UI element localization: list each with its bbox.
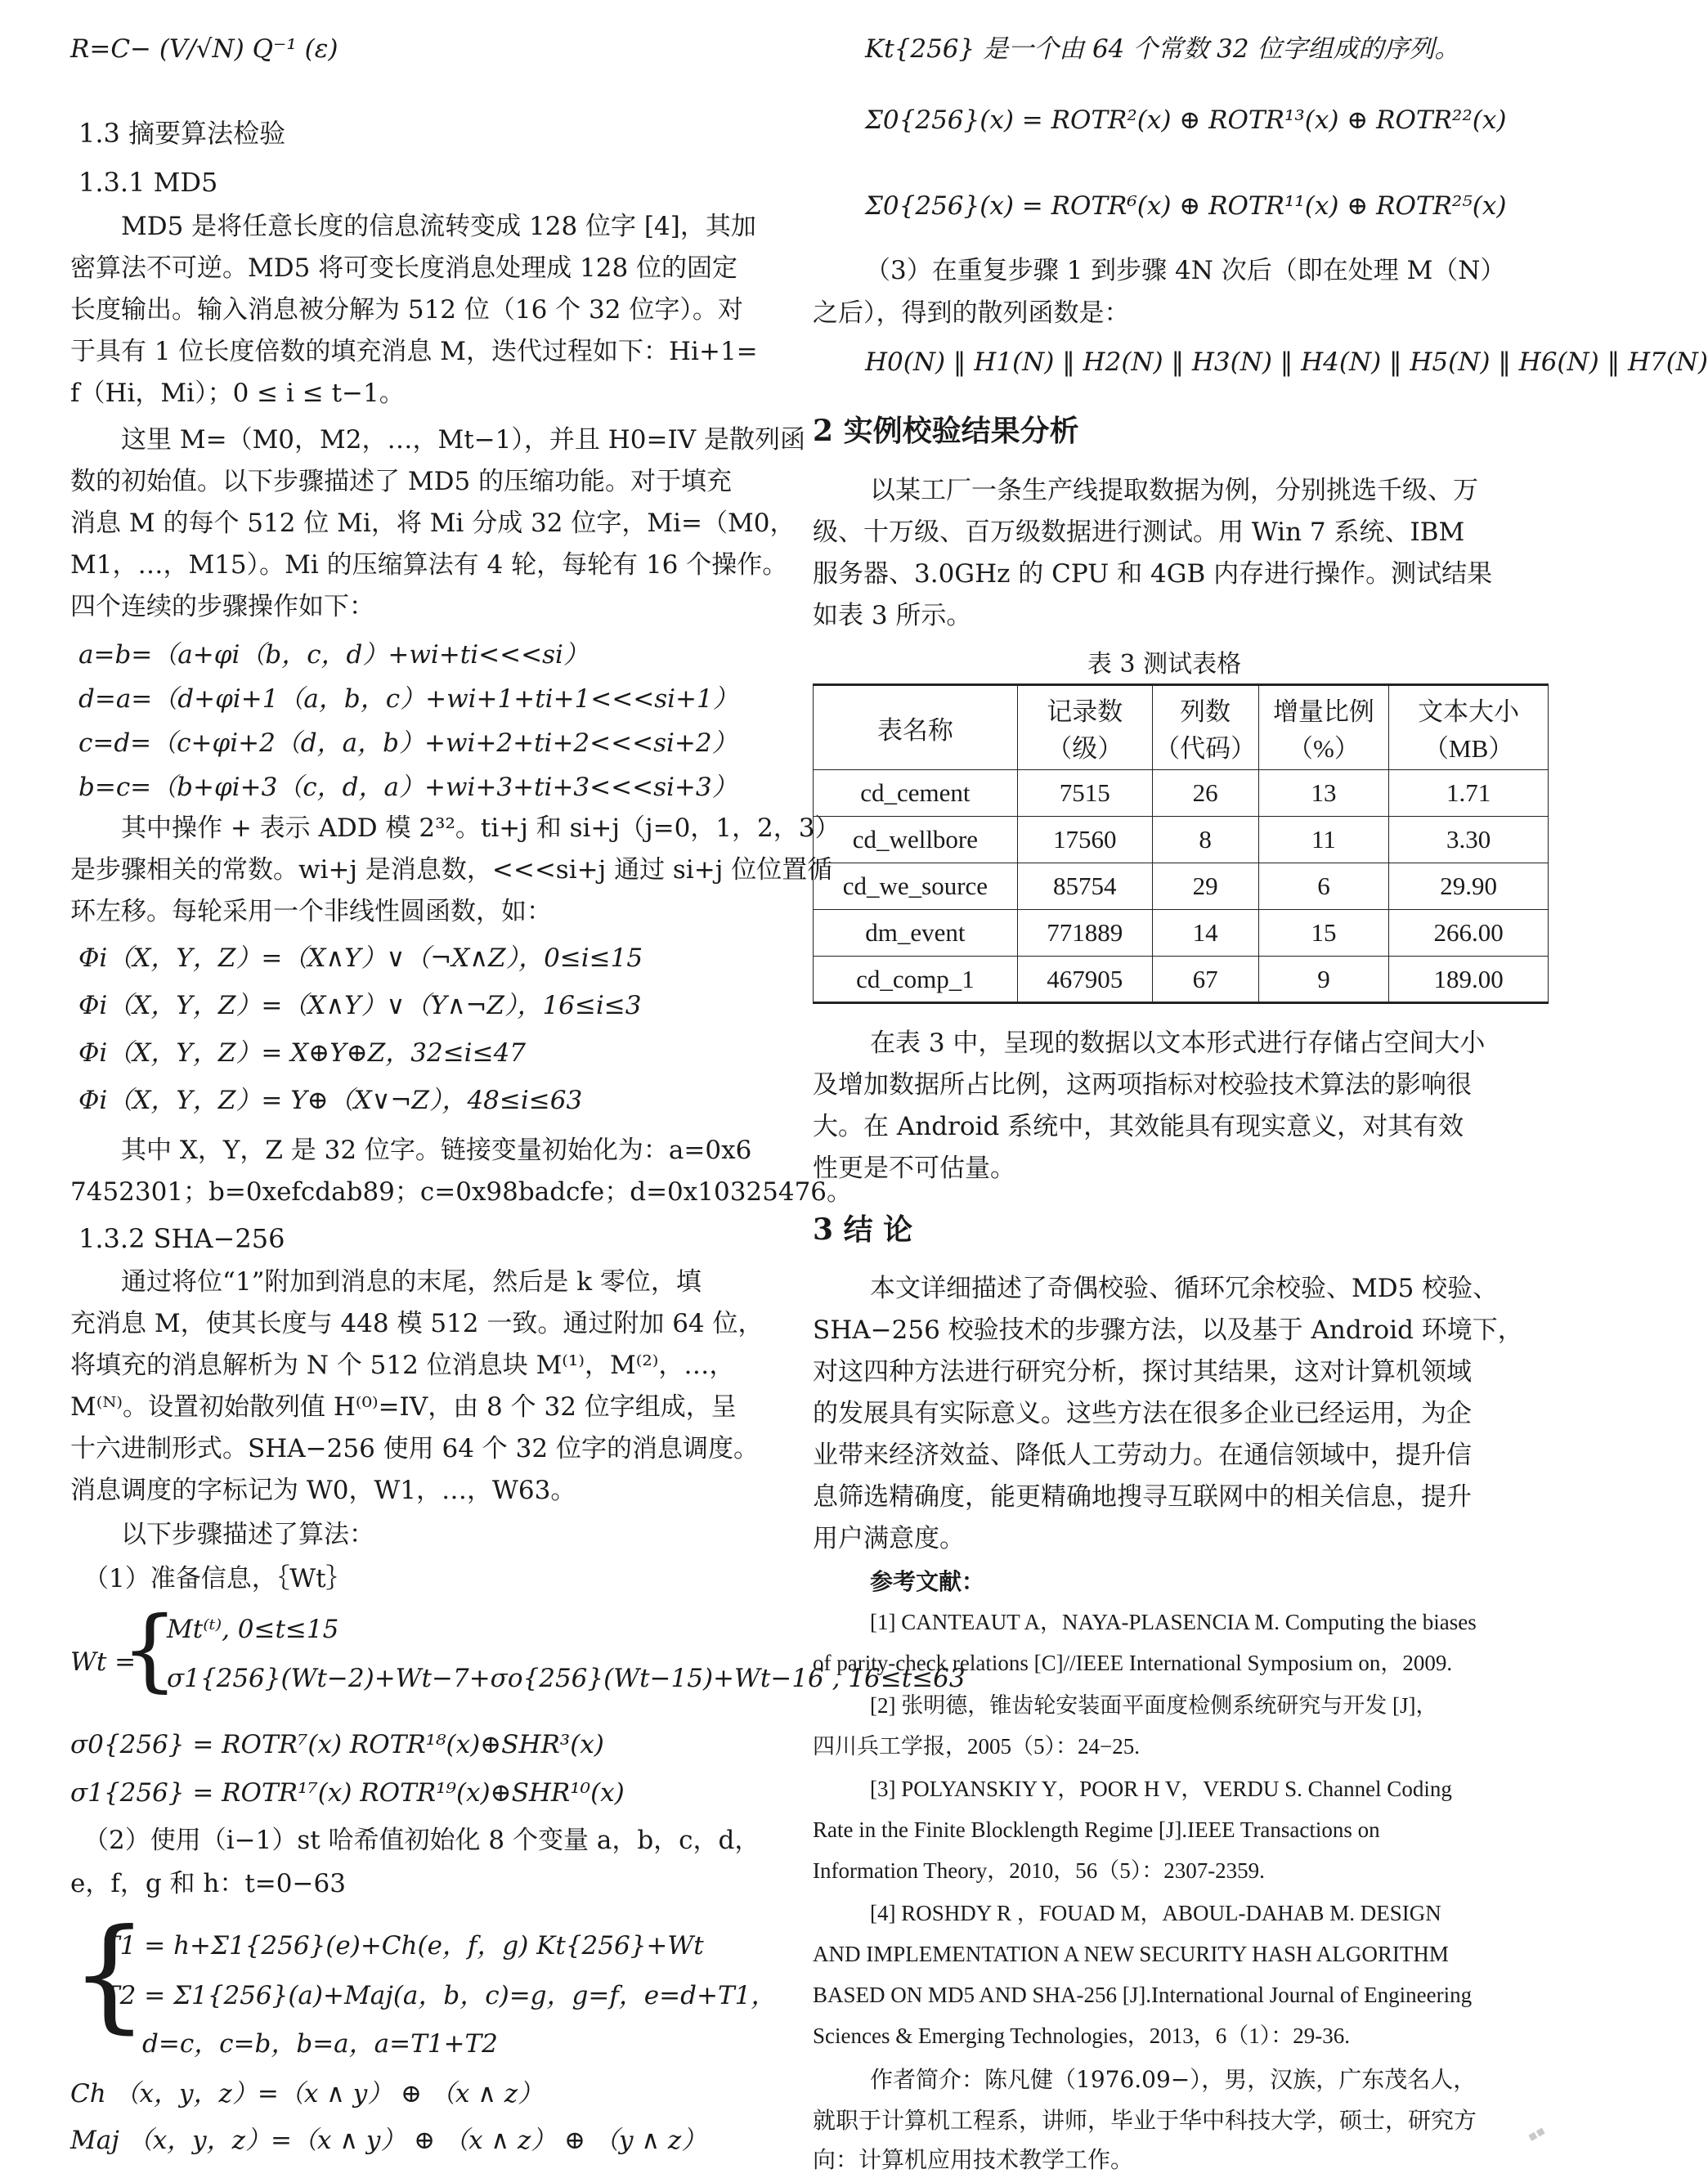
heading-3: 3 结 论 (813, 1212, 913, 1247)
cell-size: 3.30 (1389, 817, 1549, 863)
md5-p2-line: 消息 M 的每个 512 位 Mi，将 Mi 分成 32 位字，Mi=（M0， (70, 509, 796, 538)
md5-op: d=a=（d+φi+1（a，b，c）+wi+1+ti+1<<<si+1） (78, 684, 738, 714)
md5-p3-line: 其中操作 + 表示 ADD 模 2³²。ti+j 和 si+j（j=0，1，2，3） (121, 813, 841, 843)
table-row (814, 910, 1549, 957)
header-columns: 列数 （代码） (1152, 685, 1258, 770)
md5-p4-line: 其中 X，Y，Z 是 32 位字。链接变量初始化为：a=0x6 (121, 1136, 752, 1165)
heading-2: 2 实例校验结果分析 (813, 414, 1079, 448)
cell-columns: 29 (1152, 863, 1258, 910)
reference-line: [2] 张明德，锥齿轮安装面平面度检侧系统研究与开发 [J]， (870, 1693, 1438, 1718)
table-row (814, 957, 1549, 1003)
sha-p2: 以下步骤描述了算法： (121, 1520, 374, 1549)
sec2-p2-line: 大。在 Android 系统中，其效能具有现实意义，对其有效 (813, 1112, 1464, 1141)
reference-line: Information Theory，2010，56（5）：2307-2359. (813, 1858, 1265, 1883)
md5-op: b=c=（b+φi+3（c，d，a）+wi+3+ti+3<<<si+3） (78, 773, 737, 802)
sec3-p1-line: 本文详细描述了奇偶校验、循环冗余校验、MD5 校验、 (870, 1274, 1499, 1303)
reference-line: Rate in the Finite Blocklength Regime [J].IEEE Transactions on (813, 1817, 1380, 1842)
heading-1-3-1: 1.3.1 MD5 (78, 167, 218, 198)
references-title: 参考文献： (870, 1568, 985, 1595)
md5-p1-line: 密算法不可逆。MD5 将可变长度消息处理成 128 位的固定 (70, 253, 738, 283)
hash-formula: H0(N) ‖ H1(N) ‖ H2(N) ‖ H3(N) ‖ H4(N) ‖ H5(N) ‖ H6(N) ‖ H7(N) (865, 347, 1708, 377)
header-records: 记录数 （级） (1017, 685, 1152, 770)
cell-records: 17560 (1017, 817, 1152, 863)
sha-p1-line: 充消息 M，使其长度与 448 模 512 一致。通过附加 64 位， (70, 1309, 764, 1338)
table-header-row (814, 685, 1549, 770)
header-table-name: 表名称 (814, 685, 1018, 770)
table-row (814, 817, 1549, 863)
phi-formula: Φi（X，Y，Z）= X⊕Y⊕Z，32≤i≤47 (78, 1038, 527, 1068)
cell-records: 85754 (1017, 863, 1152, 910)
t1-formula: T1 = h+Σ1{256}(e)+Ch(e，f，g) Kt{256}+Wt (103, 1931, 704, 1961)
cell-columns: 14 (1152, 910, 1258, 957)
md5-p2-line: M1，…，M15）。Mi 的压缩算法有 4 轮，每轮有 16 个操作。 (70, 550, 788, 580)
ch-formula: Ch （x，y，z）=（x ∧ y） ⊕ （x ∧ z） (70, 2079, 544, 2109)
md5-p1-line: MD5 是将任意长度的信息流转变成 128 位字 [4]，其加 (121, 212, 756, 241)
sec2-p2-line: 在表 3 中，呈现的数据以文本形式进行存储占空间大小 (870, 1028, 1486, 1058)
header-text-size: 文本大小 （MB） (1389, 685, 1549, 770)
cases-brace: { (70, 1903, 149, 2046)
sec2-p2-line: 性更是不可估量。 (813, 1154, 1015, 1183)
wt-case-1: Mt⁽ᵗ⁾, 0≤t≤15 (167, 1615, 339, 1644)
step-3-line: （3）在重复步骤 1 到步骤 4N 次后（即在处理 M（N） (865, 256, 1506, 285)
md5-p3-line: 是步骤相关的常数。wi+j 是消息数，<<<si+j 通过 si+j 位位置循 (70, 855, 833, 885)
sha-p1-line: 通过将位“1”附加到消息的末尾，然后是 k 零位，填 (121, 1267, 702, 1297)
cell-records: 467905 (1017, 957, 1152, 1003)
cell-name: cd_we_source (814, 863, 1018, 910)
sum1-formula: Σ0{256}(x) = ROTR⁶(x) ⊕ ROTR¹¹(x) ⊕ ROTR²⁵(x) (865, 191, 1507, 221)
sec3-p1-line: 业带来经济效益、降低人工劳动力。在通信领域中，提升信 (813, 1441, 1472, 1470)
cell-size: 1.71 (1389, 770, 1549, 817)
cell-columns: 8 (1152, 817, 1258, 863)
cell-columns: 26 (1152, 770, 1258, 817)
step-2-line: （2）使用（i−1）st 哈希值初始化 8 个变量 a，b，c，d， (83, 1826, 760, 1855)
kt-line: Kt{256} 是一个由 64 个常数 32 位字组成的序列。 (865, 34, 1460, 64)
cell-records: 771889 (1017, 910, 1152, 957)
cell-name: cd_cement (814, 770, 1018, 817)
md5-op: a=b=（a+φi（b，c，d）+wi+ti<<<si） (78, 640, 589, 670)
md5-op: c=d=（c+φi+2（d，a，b）+wi+2+ti+2<<<si+2） (78, 728, 737, 758)
step-3-line: 之后），得到的散列函数是： (813, 298, 1130, 328)
sha-p1-line: 十六进制形式。SHA−256 使用 64 个 32 位字的消息调度。 (70, 1434, 759, 1463)
md5-p2-line: 四个连续的步骤操作如下： (70, 592, 374, 621)
cell-size: 29.90 (1389, 863, 1549, 910)
formula-r: R=C− (V/√N) Q⁻¹ (ε) (70, 34, 338, 64)
sec2-p2-line: 及增加数据所占比例，这两项指标对校验技术算法的影响很 (813, 1070, 1472, 1100)
bio-line: 就职于计算机工程系，讲师，毕业于华中科技大学，硕士，研究方 (813, 2107, 1477, 2134)
md5-p1-line: 于具有 1 位长度倍数的填充消息 M，迭代过程如下：Hi+1= (70, 337, 758, 366)
t2-formula: T2 = Σ1{256}(a)+Maj(a，b，c)=g，g=f，e=d+T1， (103, 1981, 777, 2010)
md5-p1-line: f（Hi，Mi）；0 ≤ i ≤ t−1。 (70, 379, 405, 408)
step-1: （1）准备信息，｛Wt｝ (83, 1564, 352, 1593)
heading-1-3: 1.3 摘要算法检验 (78, 118, 286, 149)
reference-line: [1] CANTEAUT A，NAYA-PLASENCIA M. Computing the biases (870, 1610, 1477, 1634)
sec2-p1-line: 以某工厂一条生产线提取数据为例，分别挑选千级、万 (870, 476, 1478, 505)
cell-increment: 13 (1258, 770, 1389, 817)
sigma1-formula: σ1{256} = ROTR¹⁷(x) ROTR¹⁹(x)⊕SHR¹⁰(x) (70, 1778, 625, 1808)
md5-p1-line: 长度输出。输入消息被分解为 512 位（16 个 32 位字）。对 (70, 295, 743, 325)
phi-formula: Φi（X，Y，Z）= Y⊕（X∨¬Z），48≤i≤63 (78, 1086, 583, 1115)
cell-columns: 67 (1152, 957, 1258, 1003)
reference-line: 四川兵工学报，2005（5）：24−25. (813, 1734, 1140, 1759)
sha-p1-line: 消息调度的字标记为 W0，W1，…，W63。 (70, 1476, 576, 1505)
reference-line: BASED ON MD5 AND SHA-256 [J].International Journal of Engineering (813, 1983, 1473, 2007)
sha-p1-line: M⁽ᴺ⁾。设置初始散列值 H⁽⁰⁾=IV，由 8 个 32 位字组成，呈 (70, 1392, 737, 1422)
cell-size: 189.00 (1389, 957, 1549, 1003)
cell-increment: 9 (1258, 957, 1389, 1003)
sec2-p1-line: 如表 3 所示。 (813, 601, 972, 630)
bio-line: 向：计算机应用技术教学工作。 (813, 2146, 1134, 2173)
bio-line: 作者简介：陈凡健（1976.09−），男，汉族，广东茂名人， (870, 2066, 1477, 2093)
cell-records: 7515 (1017, 770, 1152, 817)
phi-formula: Φi（X，Y，Z）=（X∧Y）∨（¬X∧Z），0≤i≤15 (78, 943, 643, 973)
cell-name: cd_comp_1 (814, 957, 1018, 1003)
cell-size: 266.00 (1389, 910, 1549, 957)
reference-line: [3] POLYANSKIY Y，POOR H V，VERDU S. Channel Coding (870, 1777, 1452, 1801)
sec2-p1-line: 服务器、3.0GHz 的 CPU 和 4GB 内存进行操作。测试结果 (813, 559, 1493, 589)
cell-name: cd_wellbore (814, 817, 1018, 863)
md5-p2-line: 数的初始值。以下步骤描述了 MD5 的压缩功能。对于填充 (70, 467, 733, 496)
cases-brace: { (121, 1597, 178, 1701)
md5-p2-line: 这里 M=（M0，M2，…，Mt−1），并且 H0=IV 是散列函 (121, 425, 805, 455)
maj-formula: Maj （x，y，z）=（x ∧ y） ⊕ （x ∧ z） ⊕ （y ∧ z） (70, 2126, 707, 2155)
cell-increment: 15 (1258, 910, 1389, 957)
phi-formula: Φi（X，Y，Z）=（X∧Y）∨（Y∧¬Z），16≤i≤3 (78, 991, 642, 1020)
heading-1-3-2: 1.3.2 SHA−256 (78, 1223, 285, 1254)
t3-formula: d=c，c=b，b=a，a=T1+T2 (142, 2029, 498, 2059)
sigma0-formula: σ0{256} = ROTR⁷(x) ROTR¹⁸(x)⊕SHR³(x) (70, 1730, 604, 1759)
cell-increment: 11 (1258, 817, 1389, 863)
table-row (814, 863, 1549, 910)
cell-name: dm_event (814, 910, 1018, 957)
header-increment: 增量比例 （%） (1258, 685, 1389, 770)
sec3-p1-line: 的发展具有实际意义。这些方法在很多企业已经运用，为企 (813, 1399, 1472, 1428)
sec3-p1-line: SHA−256 校验技术的步骤方法，以及基于 Android 环境下， (813, 1315, 1523, 1345)
results-table (813, 683, 1549, 1004)
sec3-p1-line: 用户满意度。 (813, 1524, 965, 1553)
md5-p4-line: 7452301；b=0xefcdab89；c=0x98badcfe；d=0x10325476。 (70, 1177, 853, 1207)
sec2-p1-line: 级、十万级、百万级数据进行测试。用 Win 7 系统、IBM (813, 518, 1465, 547)
sha-p1-line: 将填充的消息解析为 N 个 512 位消息块 M⁽¹⁾，M⁽²⁾，…， (70, 1351, 735, 1380)
wt-case-2: σ1{256}(Wt−2)+Wt−7+σo{256}(Wt−15)+Wt−16 , 16≤t≤63 (167, 1664, 966, 1693)
sec3-p1-line: 息筛选精确度，能更精确地搜寻互联网中的相关信息，提升 (813, 1482, 1472, 1512)
cell-increment: 6 (1258, 863, 1389, 910)
reference-line: Sciences & Emerging Technologies，2013，6（1）：29-36. (813, 2023, 1351, 2048)
sec3-p1-line: 对这四种方法进行研究分析，探讨其结果，这对计算机领域 (813, 1357, 1472, 1387)
table-caption: 表 3 测试表格 (1087, 650, 1242, 679)
reference-line: AND IMPLEMENTATION A NEW SECURITY HASH ALGORITHM (813, 1942, 1449, 1966)
step-2-line: e，f，g 和 h：t=0−63 (70, 1869, 346, 1898)
table-row (814, 770, 1549, 817)
reference-line: of parity-check relations [C]//IEEE International Symposium on，2009. (813, 1651, 1453, 1675)
sum0-formula: Σ0{256}(x) = ROTR²(x) ⊕ ROTR¹³(x) ⊕ ROTR²²(x) (865, 105, 1507, 135)
wt-lhs: Wt = (70, 1647, 137, 1677)
reference-line: [4] ROSHDY R ，FOUAD M，ABOUL-DAHAB M. DESIGN (870, 1901, 1441, 1925)
watermark-logo: ▪▪ (1524, 2122, 1548, 2145)
md5-p3-line: 环左移。每轮采用一个非线性圆函数，如： (70, 897, 552, 926)
